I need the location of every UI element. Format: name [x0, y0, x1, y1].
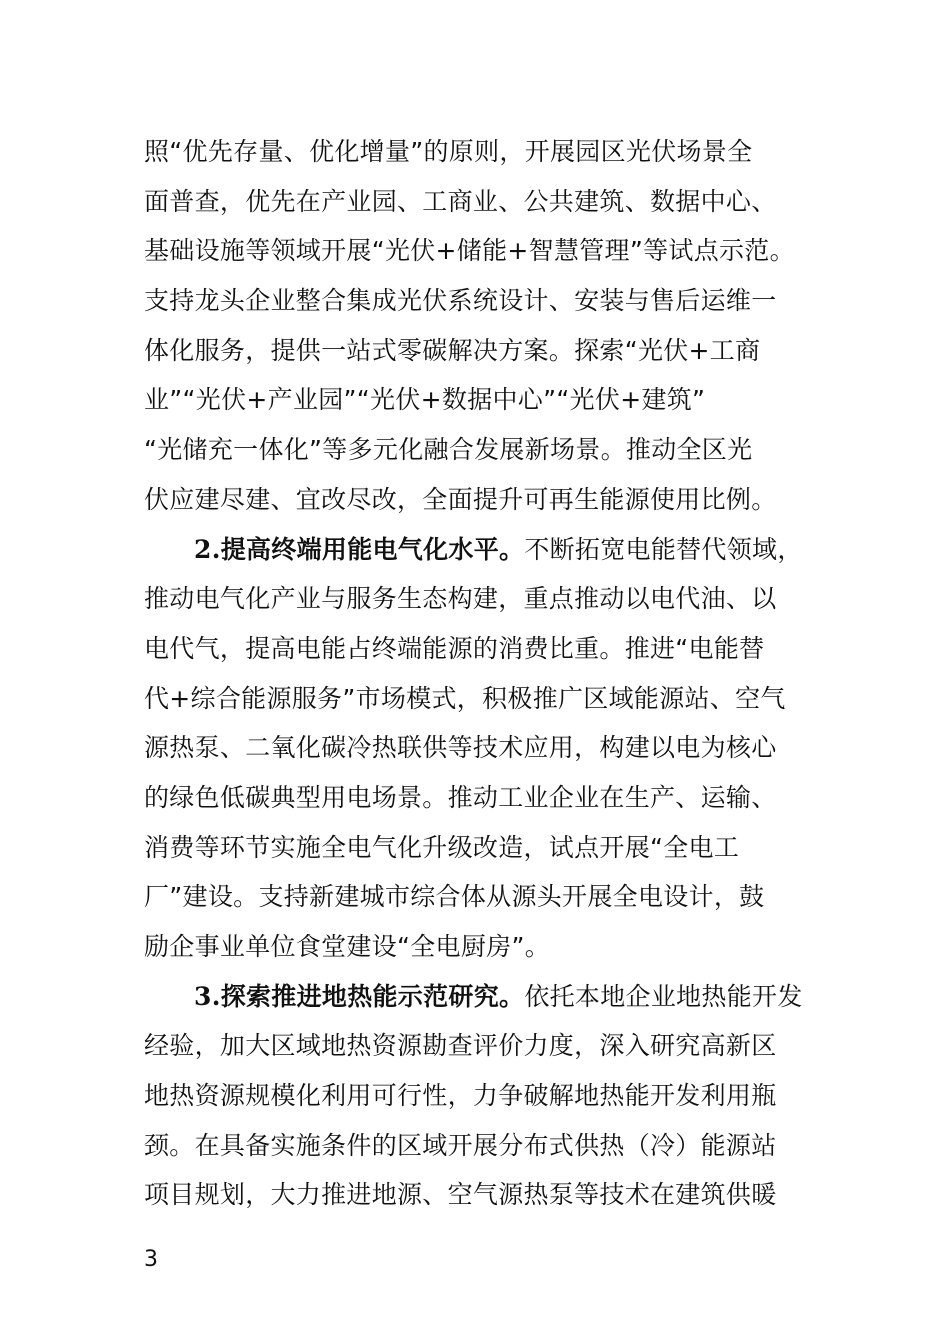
text-segment: 依托本地企业地热能开发: [524, 981, 803, 1011]
text-line: 励企事业单位食堂建设“全电厨房”。: [144, 932, 551, 961]
page-number: 3: [144, 1247, 158, 1272]
text-line: 基础设施等领域开展“光伏+储能+智慧管理”等试点示范。: [144, 236, 795, 266]
text-segment: 不断拓宽电能替代领域，: [524, 534, 803, 564]
text-line: 面普查，优先在产业园、工商业、公共建筑、数据中心、: [144, 186, 777, 216]
text-line: 源热泵、二氧化碳冷热联供等技术应用，构建以电为核心: [144, 733, 777, 763]
text-line: 支持龙头企业整合集成光伏系统设计、安装与售后运维一: [144, 286, 777, 316]
text-line: 电代气，提高电能占终端能源的消费比重。推进“电能替: [144, 633, 765, 663]
text-line: [144, 972, 816, 1022]
text-line: 照“优先存量、优化增量”的原则，开展园区光伏场景全: [144, 137, 753, 166]
text-line: “光储充一体化”等多元化融合发展新场景。推动全区光: [144, 435, 753, 465]
text-line: 项目规划，大力推进地源、空气源热泵等技术在建筑供暖: [144, 1180, 777, 1210]
paragraph-3: [144, 972, 816, 1220]
text-line: 颈。在具备实施条件的区域开展分布式供热（冷）能源站: [144, 1130, 777, 1160]
text-line: 代+综合能源服务”市场模式，积极推广区域能源站、空气: [144, 683, 786, 713]
section-heading: 2.提高终端用能电气化水平。: [194, 534, 525, 564]
text-line: 推动电气化产业与服务生态构建，重点推动以电代油、以: [144, 584, 777, 614]
text-line: 消费等环节实施全电气化升级改造，试点开展“全电工: [144, 832, 740, 862]
text-line: 伏应建尽建、宜改尽改，全面提升可再生能源使用比例。: [144, 484, 777, 514]
text-line: 业”“光伏+产业园”“光伏+数据中心”“光伏+建筑”: [144, 385, 706, 415]
text-line: 厂”建设。支持新建城市综合体从源头开展全电设计，鼓: [144, 882, 765, 912]
text-line: 地热资源规模化利用可行性，力争破解地热能开发利用瓶: [144, 1081, 777, 1111]
text-line: [144, 525, 816, 575]
text-line: 经验，加大区域地热资源勘查评价力度，深入研究高新区: [144, 1031, 777, 1061]
section-heading: 3.探索推进地热能示范研究。: [194, 981, 525, 1011]
text-line: 的绿色低碳典型用电场景。推动工业企业在生产、运输、: [144, 782, 777, 812]
text-line: 体化服务，提供一站式零碳解决方案。探索“光伏+工商: [144, 335, 761, 365]
paragraph-1: [144, 127, 816, 525]
body-text: [144, 127, 816, 1220]
paragraph-2: [144, 525, 816, 972]
